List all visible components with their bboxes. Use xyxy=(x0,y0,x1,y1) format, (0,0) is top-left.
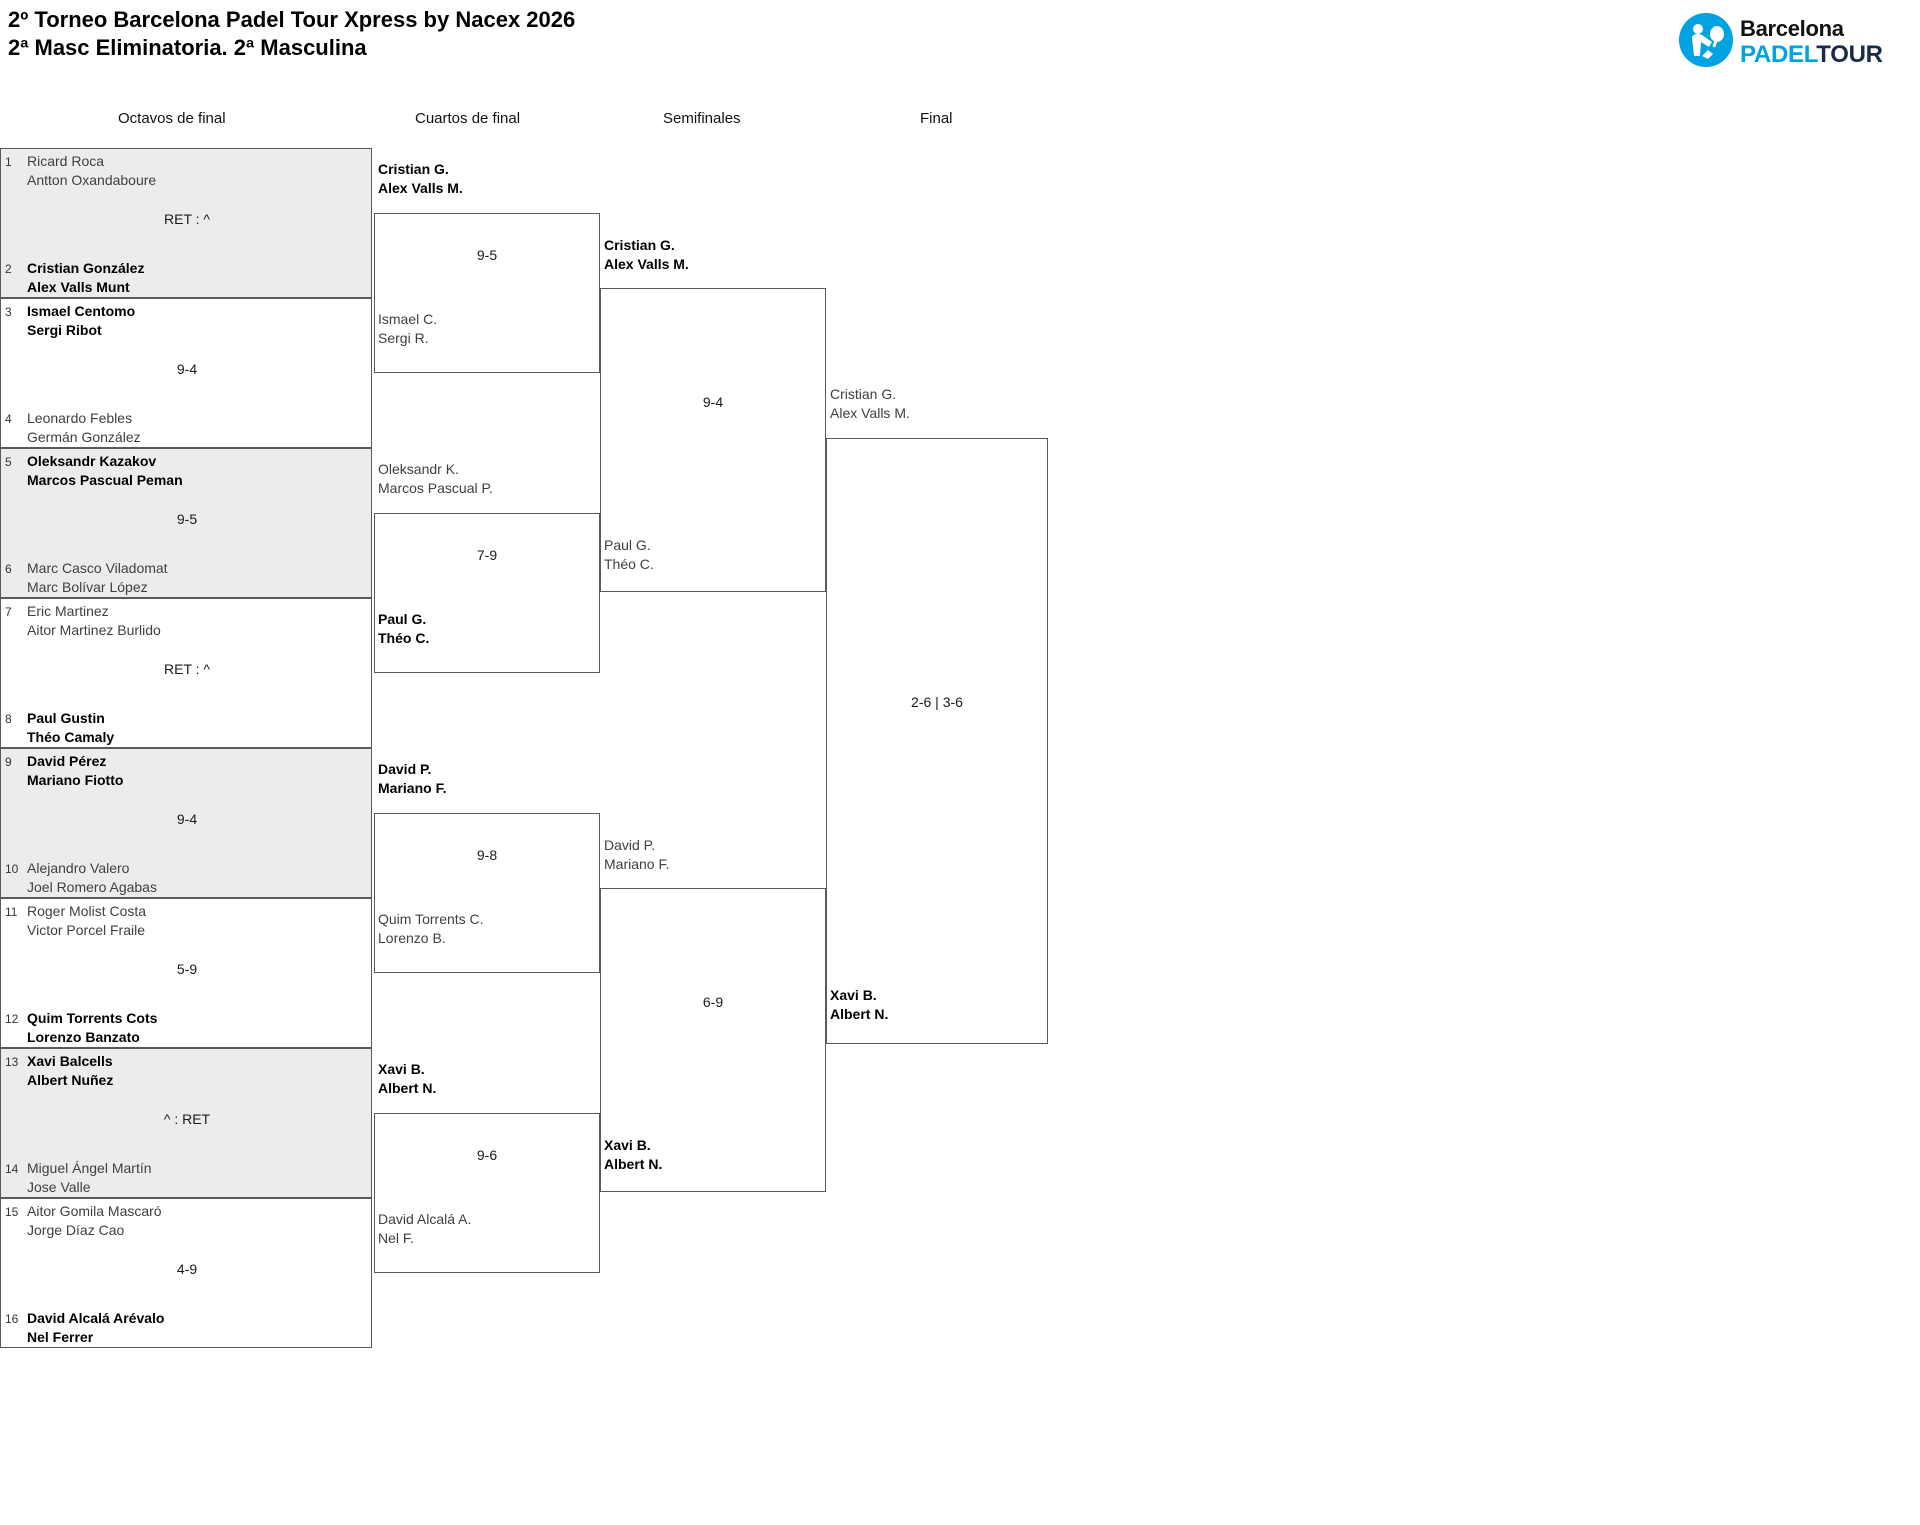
team-player-1: Oleksandr Kazakov xyxy=(27,453,157,469)
final-match-score: 2-6 | 3-6 xyxy=(911,694,963,710)
sf-match-score: 9-4 xyxy=(702,394,724,410)
match-score: RET : ^ xyxy=(164,211,210,227)
final-team-player-1: Cristian G. xyxy=(830,386,897,402)
seed-number: 11 xyxy=(5,905,18,919)
team-player-2: Théo Camaly xyxy=(27,729,115,745)
match-score: ^ : RET xyxy=(163,1111,211,1127)
qf-team-player-1: Xavi B. xyxy=(378,1061,425,1077)
qf-match-score: 9-5 xyxy=(476,247,498,263)
team-player-1: Marc Casco Viladomat xyxy=(27,560,168,576)
sf-team-player-1: Paul G. xyxy=(604,537,651,553)
seed-number: 9 xyxy=(5,755,12,769)
team-player-1: David Alcalá Arévalo xyxy=(27,1310,165,1326)
team-player-1: Paul Gustin xyxy=(27,710,105,726)
sf-team-player-1: David P. xyxy=(604,837,656,853)
team-player-2: Albert Nuñez xyxy=(27,1072,114,1088)
page-header xyxy=(0,0,1920,90)
table-row[interactable] xyxy=(0,298,372,448)
seed-number: 16 xyxy=(5,1312,19,1326)
qf-team-player-2: Mariano F. xyxy=(378,780,447,796)
final-team-player-1: Xavi B. xyxy=(830,987,877,1003)
team-player-1: Xavi Balcells xyxy=(27,1053,113,1069)
team-player-1: Cristian González xyxy=(27,260,145,276)
round-header-final: Final xyxy=(920,110,953,127)
team-player-2: Antton Oxandaboure xyxy=(27,172,157,188)
team-player-2: Lorenzo Banzato xyxy=(27,1029,140,1045)
table-row[interactable] xyxy=(0,448,372,598)
qf-team-player-2: Nel F. xyxy=(378,1230,414,1246)
team-player-1: Leonardo Febles xyxy=(27,410,133,426)
sf-team-player-2: Mariano F. xyxy=(604,856,670,872)
bracket-connector-qf-3 xyxy=(374,813,600,973)
team-player-1: Aitor Gomila Mascaró xyxy=(27,1203,162,1219)
seed-number: 13 xyxy=(5,1055,19,1069)
match-score: 4-9 xyxy=(176,1261,198,1277)
seed-number: 10 xyxy=(5,862,19,876)
qf-team-player-2: Albert N. xyxy=(378,1080,437,1096)
team-player-1: Alejandro Valero xyxy=(27,860,130,876)
seed-number: 1 xyxy=(5,155,12,169)
team-player-1: Quim Torrents Cots xyxy=(27,1010,158,1026)
qf-team-player-1: Paul G. xyxy=(378,611,427,627)
tournament-title xyxy=(8,6,575,62)
logo-tour-text: TOUR xyxy=(1816,41,1883,68)
sf-match-score: 6-9 xyxy=(702,994,724,1010)
sf-team-player-2: Théo C. xyxy=(604,556,654,572)
team-player-2: Marcos Pascual Peman xyxy=(27,472,183,488)
barcelona-padel-tour-logo xyxy=(1678,12,1908,68)
qf-team-player-1: Oleksandr K. xyxy=(378,461,459,477)
qf-match-score: 9-8 xyxy=(476,847,498,863)
team-player-2: Jose Valle xyxy=(27,1179,91,1195)
qf-match-score: 7-9 xyxy=(476,547,498,563)
logo-name-top: Barcelona xyxy=(1740,16,1844,41)
round-header-octavos: Octavos de final xyxy=(118,110,226,127)
seed-number: 15 xyxy=(5,1205,19,1219)
seed-number: 4 xyxy=(5,412,12,426)
round-header-semifinales: Semifinales xyxy=(663,110,741,127)
final-team-player-2: Alex Valls M. xyxy=(830,405,910,421)
logo-padel-text: PADEL xyxy=(1740,41,1817,68)
match-score: 9-5 xyxy=(176,511,198,527)
table-row[interactable] xyxy=(0,898,372,1048)
team-player-2: Sergi Ribot xyxy=(27,322,102,338)
seed-number: 7 xyxy=(5,605,12,619)
seed-number: 2 xyxy=(5,262,12,276)
round-header-cuartos: Cuartos de final xyxy=(415,110,521,127)
final-team-player-2: Albert N. xyxy=(830,1006,889,1022)
team-player-2: Jorge Díaz Cao xyxy=(27,1222,125,1238)
title-line-1: 2º Torneo Barcelona Padel Tour Xpress by Nacex 2026 xyxy=(8,7,576,32)
logo-name-bottom xyxy=(1740,43,1883,67)
bracket-connector-final xyxy=(826,438,1048,1044)
table-row[interactable] xyxy=(0,598,372,748)
team-player-2: Joel Romero Agabas xyxy=(27,879,157,895)
qf-team-player-2: Marcos Pascual P. xyxy=(378,480,493,496)
table-row[interactable] xyxy=(0,748,372,898)
table-row[interactable] xyxy=(0,148,372,298)
qf-team-player-2: Lorenzo B. xyxy=(378,930,446,946)
seed-number: 6 xyxy=(5,562,12,576)
qf-team-player-1: David P. xyxy=(378,761,432,777)
team-player-1: Ismael Centomo xyxy=(27,303,136,319)
match-score: RET : ^ xyxy=(164,661,210,677)
sf-team-player-2: Albert N. xyxy=(604,1156,663,1172)
seed-number: 12 xyxy=(5,1012,19,1026)
padel-player-icon xyxy=(1678,12,1734,68)
title-line-2: 2ª Masc Eliminatoria. 2ª Masculina xyxy=(8,35,367,60)
sf-team-player-1: Cristian G. xyxy=(604,237,675,253)
table-row[interactable] xyxy=(0,1198,372,1348)
bracket-connector-qf-4 xyxy=(374,1113,600,1273)
match-score: 9-4 xyxy=(176,811,198,827)
team-player-1: Eric Martinez xyxy=(27,603,109,619)
team-player-2: Marc Bolívar López xyxy=(27,579,148,595)
team-player-2: Alex Valls Munt xyxy=(27,279,130,295)
qf-team-player-1: Quim Torrents C. xyxy=(378,911,484,927)
team-player-1: Ricard Roca xyxy=(27,153,105,169)
seed-number: 14 xyxy=(5,1162,19,1176)
qf-team-player-1: Cristian G. xyxy=(378,161,449,177)
match-score: 5-9 xyxy=(176,961,198,977)
seed-number: 3 xyxy=(5,305,12,319)
bracket-connector-qf-2 xyxy=(374,513,600,673)
logo-wordmark xyxy=(1740,18,1883,67)
seed-number: 8 xyxy=(5,712,12,726)
match-score: 9-4 xyxy=(176,361,198,377)
team-player-1: David Pérez xyxy=(27,753,107,769)
team-player-2: Victor Porcel Fraile xyxy=(27,922,146,938)
team-player-2: Aitor Martinez Burlido xyxy=(27,622,161,638)
team-player-1: Miguel Ángel Martín xyxy=(27,1160,152,1176)
team-player-2: Germán González xyxy=(27,429,141,445)
team-player-2: Mariano Fiotto xyxy=(27,772,124,788)
table-row[interactable] xyxy=(0,1048,372,1198)
qf-match-score: 9-6 xyxy=(476,1147,498,1163)
qf-team-player-2: Sergi R. xyxy=(378,330,429,346)
team-player-2: Nel Ferrer xyxy=(27,1329,94,1345)
qf-team-player-1: Ismael C. xyxy=(378,311,438,327)
sf-team-player-2: Alex Valls M. xyxy=(604,256,689,272)
qf-team-player-2: Théo C. xyxy=(378,630,430,646)
sf-team-player-1: Xavi B. xyxy=(604,1137,651,1153)
team-player-1: Roger Molist Costa xyxy=(27,903,147,919)
qf-team-player-1: David Alcalá A. xyxy=(378,1211,472,1227)
qf-team-player-2: Alex Valls M. xyxy=(378,180,463,196)
seed-number: 5 xyxy=(5,455,12,469)
bracket-connector-qf-1 xyxy=(374,213,600,373)
